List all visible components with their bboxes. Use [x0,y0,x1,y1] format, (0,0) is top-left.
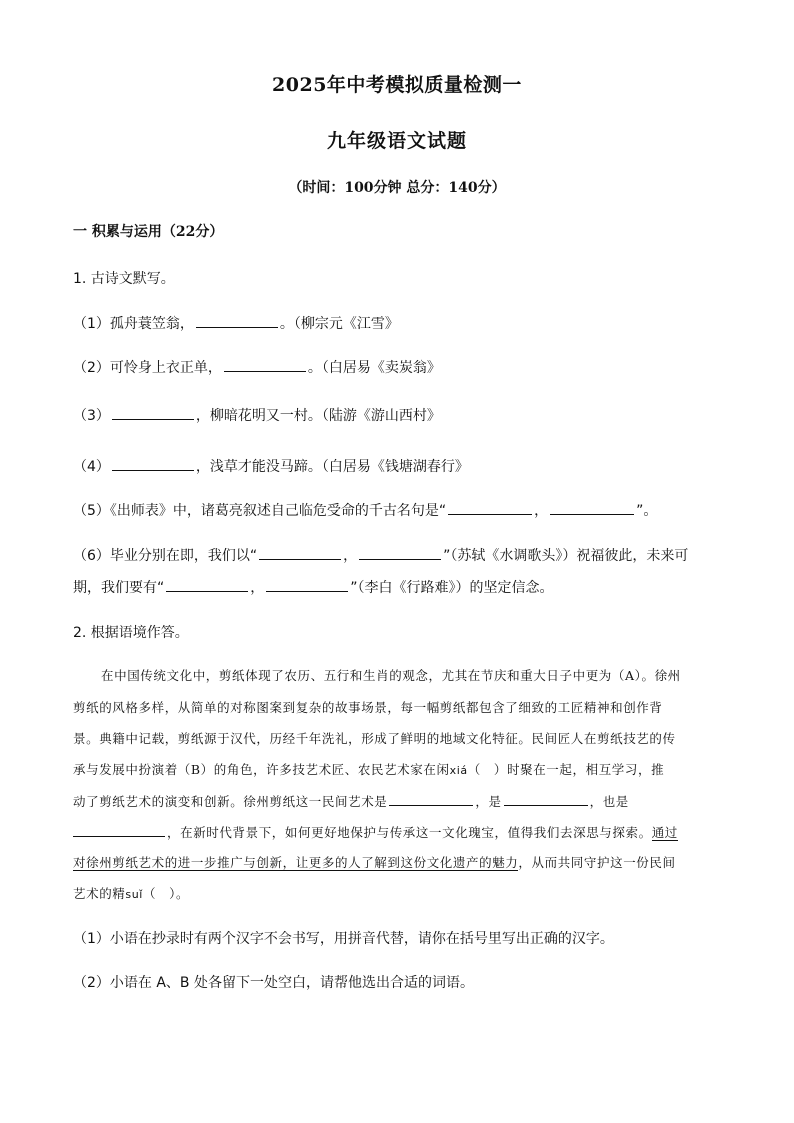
answer-blank[interactable] [448,500,532,515]
item-text-pre: （1）孤舟蓑笠翁， [73,316,194,332]
passage-text: ，在新时代背景下，如何更好地保护与传承这一文化瑰宝，值得我们去深思与探索。 [167,825,652,840]
item-text-pre: （2）可怜身上衣正单， [73,360,222,376]
question-1-item-5 [73,500,657,520]
item-text-pre: 期，我们要有“ [73,580,165,596]
item-text-post: ”。 [636,503,658,519]
passage-line-4 [73,760,721,778]
exam-title: 2025年中考模拟质量检测一 [272,74,522,96]
item-text-post: ”（苏轼《水调歌头》）祝福彼此，未来可 [443,548,689,564]
answer-blank[interactable] [112,456,194,471]
question-1-item-1 [73,313,399,333]
underlined-text: 对徐州剪纸艺术的进一步推广与创新，让更多的人了解到这份文化遗产的魅力 [73,855,519,870]
question-2-sub-1: （1）小语在抄录时有两个汉字不会书写，用拼音代替，请你在括号里写出正确的汉字。 [73,931,614,947]
passage-line-5 [73,791,721,810]
passage-text: （ ）时聚在一起，相互学习，推 [467,762,665,777]
question-1-item-3 [73,405,441,425]
item-text-post: ，柳暗花明又一村。（陆游《游山西村》 [195,408,441,424]
pinyin-text: xiá [449,764,468,777]
exam-subtitle: 九年级语文试题 [326,130,467,152]
item-text-mid: ， [343,548,358,564]
passage-line-2: 剪纸的风格多样，从简单的对称图案到复杂的故事场景，每一幅剪纸都包含了细致的工匠精神和创作背 [73,700,663,715]
passage-text: ，从而共同守护这一份民间 [518,855,676,870]
section-heading: 一 积累与运用（22分） [73,224,224,240]
underlined-text: 通过 [651,825,678,840]
passage-text: 艺术的精 [73,886,126,901]
passage-text: 承与发展中扮演着（B）的角色，许多技艺术匠、农民艺术家在闲 [73,762,450,777]
item-text-pre: （3） [73,408,110,424]
answer-blank[interactable] [112,405,194,420]
question-2-sub-2: （2）小语在 A、B 处各留下一处空白，请帮他选出合适的词语。 [73,975,474,991]
item-text-mid: ， [534,503,549,519]
answer-blank[interactable] [359,545,441,560]
answer-blank[interactable] [266,577,348,592]
answer-blank[interactable] [196,313,278,328]
passage-line-7 [73,853,721,871]
item-text-post: ”（李白《行路难》）的坚定信念。 [350,580,554,596]
passage-text: ，是 [475,794,502,809]
question-1-label: 1. 古诗文默写。 [73,271,175,287]
item-text-pre: （5）《出师表》中，诸葛亮叙述自己临危受命的千古名句是“ [73,503,447,519]
passage-line-6 [73,822,721,841]
item-text-post: ，浅草才能没马蹄。（白居易《钱塘湖春行》 [195,459,469,475]
passage-text: ，也是 [589,794,629,809]
passage-text: （ ）。 [142,886,190,901]
answer-blank[interactable] [550,500,634,515]
item-text-post: 。（白居易《卖炭翁》 [307,360,441,376]
item-text-pre: （4） [73,459,110,475]
question-1-item-2 [73,357,441,377]
passage-line-8 [73,884,721,902]
item-text-mid: ， [250,580,265,596]
item-text-pre: （6）毕业分别在即，我们以“ [73,548,258,564]
answer-blank[interactable] [504,791,588,806]
exam-info: （时间：100分钟 总分：140分） [288,180,506,196]
question-1-item-6-line-2 [73,577,554,597]
pinyin-text: suǐ [125,888,143,901]
answer-blank[interactable] [259,545,341,560]
answer-blank[interactable] [73,822,165,837]
answer-blank[interactable] [166,577,248,592]
question-2-label: 2. 根据语境作答。 [73,625,189,641]
passage-line-3: 景。典籍中记载，剪纸源于汉代，历经千年洗礼，形成了鲜明的地域文化特征。民间匠人在剪纸技艺的传 [73,731,676,746]
question-1-item-6-line-1 [73,545,688,565]
passage-line-1: 在中国传统文化中，剪纸体现了农历、五行和生肖的观念，尤其在节庆和重大日子中更为（A）。徐州 [101,668,681,683]
answer-blank[interactable] [389,791,473,806]
answer-blank[interactable] [224,357,306,372]
passage-text: 动了剪纸艺术的演变和创新。徐州剪纸这一民间艺术是 [73,794,388,809]
item-text-post: 。（柳宗元《江雪》 [279,316,399,332]
question-1-item-4 [73,456,469,476]
